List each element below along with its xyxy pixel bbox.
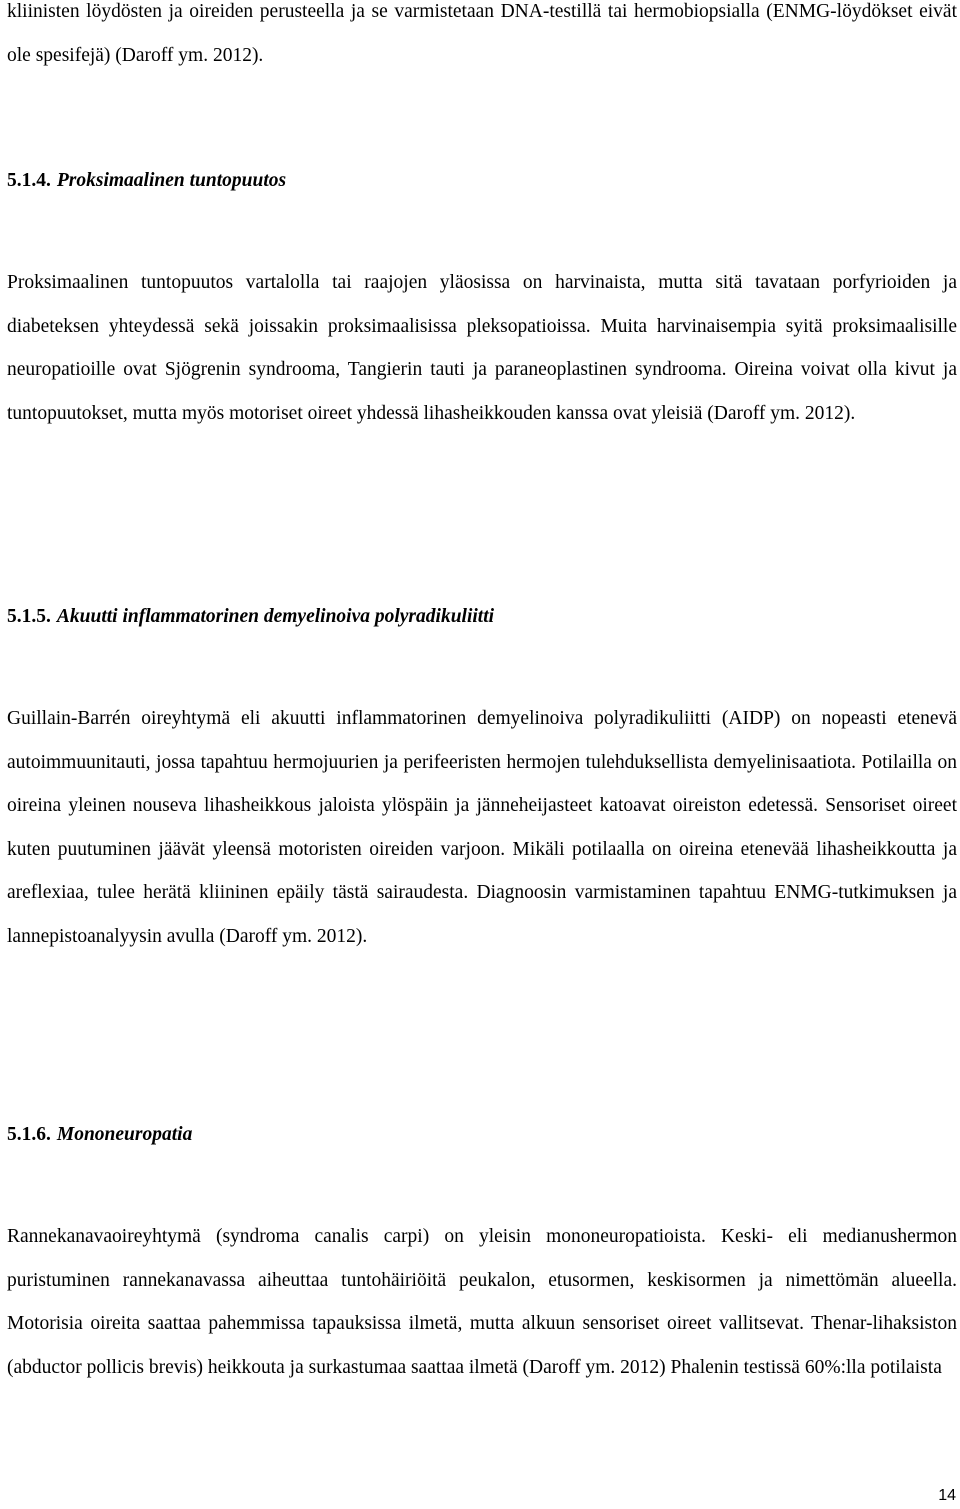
page-number: 14 [938,1487,956,1504]
paragraph-mononeuropathy: Rannekanavaoireyhtymä (syndroma canalis carpi) on yleisin mononeuropatioista. Keski- eli medianushermon puristuminen rannekanavassa aiheuttaa tuntohäiriöitä peukalon, etusormen, keskisormen ja nimettömän alueella. Motorisia oireita saattaa pahemmissa tapauksissa ilmetä, mutta alkuun sensoriset oireet vallitsevat. Thenar-lihaksiston (abductor pollicis brevis) heikkouta ja surkastumaa saattaa ilmetä (Daroff ym. 2012) Phalenin testissä 60%:lla potilaista [7,1226,957,1378]
section-heading-5-1-5 [7,602,494,632]
section-title: Mononeuropatia [56,1124,193,1145]
section-number: 5.1.6. [7,1124,51,1145]
paragraph-aidp: Guillain-Barrén oireyhtymä eli akuutti inflammatorinen demyelinoiva polyradikuliitti (AIDP) on nopeasti etenevä autoimmuunitauti, jossa tapahtuu hermojuurien ja perifeeristen hermojen tulehduksellista demyelinisaatiota. Potilailla on oireina yleinen nouseva lihasheikkous jaloista ylöspäin ja jänneheijasteet katoavat oireiston edetessä. Sensoriset oireet kuten puutuminen jäävät yleensä motoristen oireiden varjoon. Mikäli potilaalla on oireina etenevää lihasheikkoutta ja areflexiaa, tulee herätä kliininen epäily tästä sairaudesta. Diagnoosin varmistaminen tapahtuu ENMG-tutkimuksen ja lannepistoanalyysin avulla (Daroff ym. 2012). [7,708,957,947]
section-number: 5.1.5. [7,606,51,627]
section-number: 5.1.4. [7,170,51,191]
section-heading-5-1-6 [7,1120,192,1150]
section-title: Proksimaalinen tuntopuutos [56,170,287,191]
paragraph-proximal-sensory-loss: Proksimaalinen tuntopuutos vartalolla tai raajojen yläosissa on harvinaista, mutta sitä tavataan porfyrioiden ja diabeteksen yhteydessä sekä joissakin proksimaalisissa pleksopatioissa. Muita harvinaisempia syitä proksimaalisille neuropatioille ovat Sjögrenin syndrooma, Tangierin tauti ja paraneoplastinen syndrooma. Oireina voivat olla kivut ja tuntopuutokset, mutta myös motoriset oireet yhdessä lihasheikkouden kanssa ovat yleisiä (Daroff ym. 2012). [7,272,957,424]
section-heading-5-1-4 [7,166,286,196]
paragraph-intro: kliinisten löydösten ja oireiden perusteella ja se varmistetaan DNA-testillä tai hermobiopsialla (ENMG-löydökset eivät ole spesifejä) (Daroff ym. 2012). [7,1,957,66]
section-title: Akuutti inflammatorinen demyelinoiva polyradikuliitti [56,606,495,627]
